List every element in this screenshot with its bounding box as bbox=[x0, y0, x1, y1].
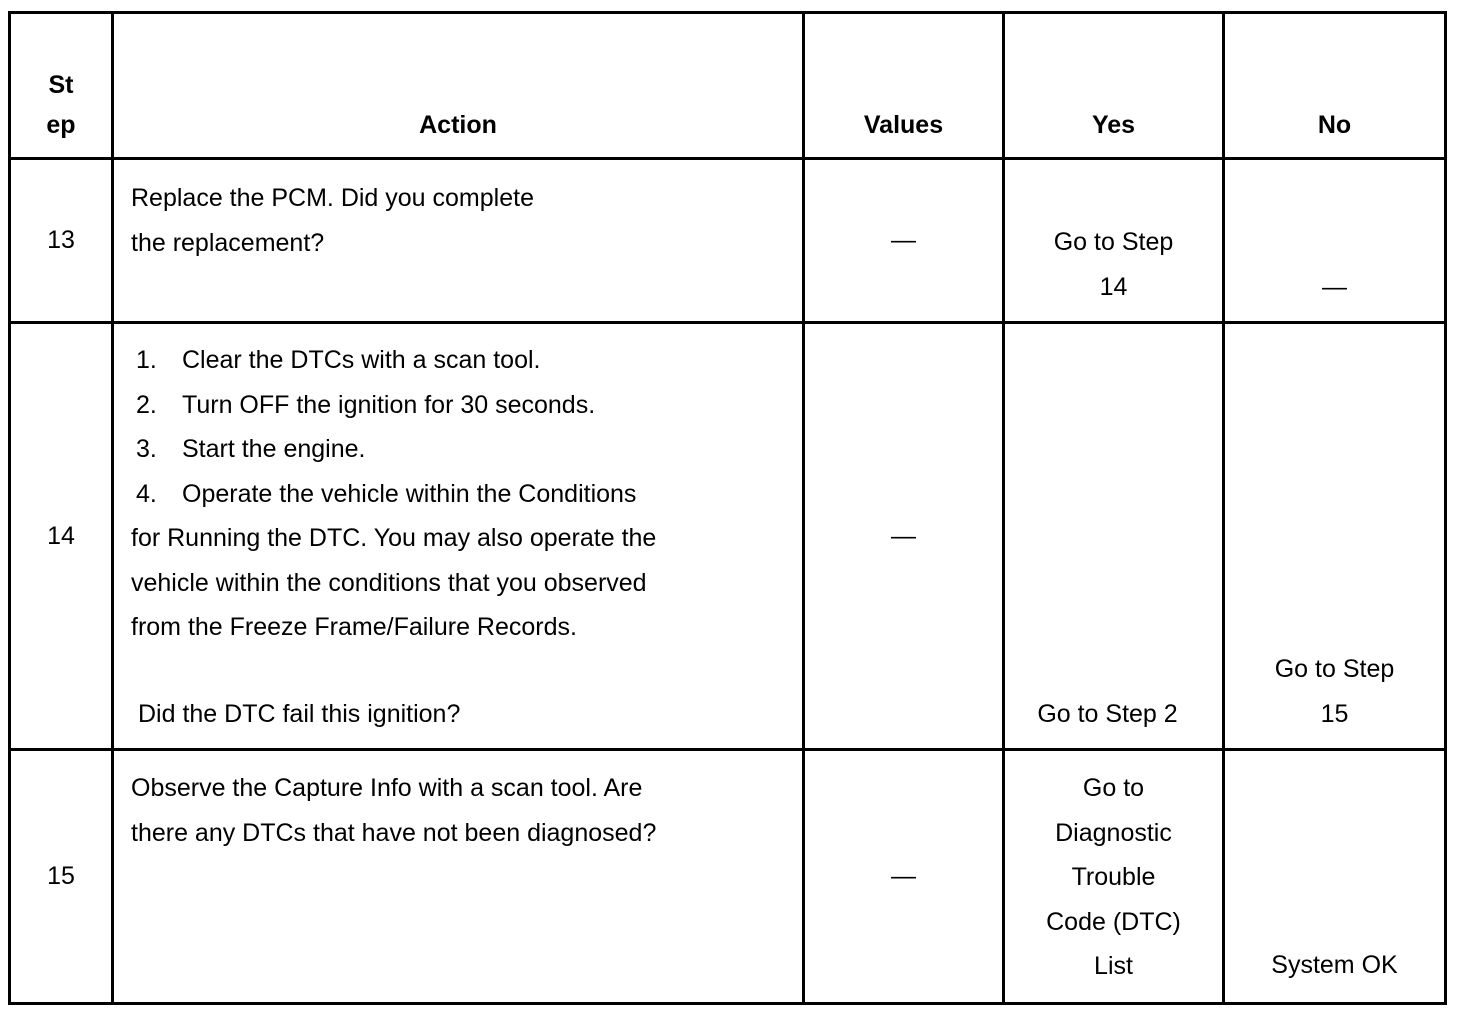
step-cell bbox=[10, 323, 113, 750]
no-cell bbox=[1224, 159, 1446, 323]
list-item bbox=[131, 472, 802, 517]
action-line: there any DTCs that have not been diagnosed? bbox=[131, 818, 657, 847]
action-continuation-line: from the Freeze Frame/Failure Records. bbox=[131, 613, 577, 641]
list-item-text: Clear the DTCs with a scan tool. bbox=[182, 346, 541, 374]
step-number: 13 bbox=[47, 226, 75, 255]
no-cell bbox=[1224, 750, 1446, 1004]
action-line: Replace the PCM. Did you complete bbox=[131, 184, 534, 212]
yes-cell bbox=[1004, 323, 1224, 750]
header-action bbox=[113, 13, 804, 159]
step-number: 15 bbox=[47, 862, 75, 891]
action-cell bbox=[113, 323, 804, 750]
action-continuation-line: for Running the DTC. You may also operate the bbox=[131, 524, 657, 552]
header-no-label: No bbox=[1317, 111, 1352, 139]
values-text: — bbox=[891, 862, 916, 891]
action-continuation-line: vehicle within the conditions that you observed bbox=[131, 568, 647, 597]
header-no bbox=[1224, 13, 1446, 159]
step-cell bbox=[10, 159, 113, 323]
values-cell bbox=[804, 159, 1004, 323]
list-item-number: 1. bbox=[136, 346, 157, 374]
list-item-number: 4. bbox=[136, 479, 157, 508]
table-row bbox=[10, 750, 1446, 1004]
no-line: Go to Step bbox=[1274, 655, 1395, 683]
list-item-text: Operate the vehicle within the Conditions bbox=[182, 479, 637, 508]
no-text: System OK bbox=[1271, 950, 1398, 979]
yes-cell bbox=[1004, 159, 1224, 323]
list-item-number: 3. bbox=[136, 435, 157, 463]
diagnostic-table-container bbox=[8, 11, 1447, 1005]
values-cell bbox=[804, 323, 1004, 750]
list-item-text: Start the engine. bbox=[182, 435, 366, 463]
header-action-label: Action bbox=[419, 111, 497, 139]
table-row bbox=[10, 159, 1446, 323]
list-item bbox=[131, 427, 802, 472]
header-values bbox=[804, 13, 1004, 159]
header-row bbox=[10, 13, 1446, 159]
step-number: 14 bbox=[47, 521, 75, 550]
no-text: — bbox=[1322, 272, 1347, 301]
list-item-number: 2. bbox=[136, 390, 157, 419]
yes-line: List bbox=[1094, 952, 1133, 980]
yes-cell bbox=[1004, 750, 1224, 1004]
yes-line: Trouble bbox=[1071, 863, 1156, 891]
header-step bbox=[10, 13, 113, 159]
yes-line: Go to bbox=[1082, 774, 1145, 802]
list-item bbox=[131, 338, 802, 383]
no-cell bbox=[1224, 323, 1446, 750]
step-cell bbox=[10, 750, 113, 1004]
action-line: Observe the Capture Info with a scan tool. Are bbox=[131, 774, 643, 802]
diagnostic-table bbox=[8, 11, 1447, 1005]
list-item bbox=[131, 383, 802, 428]
yes-line: Go to Step bbox=[1053, 228, 1174, 256]
values-text: — bbox=[891, 521, 916, 550]
yes-line: 14 bbox=[1099, 272, 1128, 301]
header-values-label: Values bbox=[863, 111, 944, 139]
no-line: 15 bbox=[1320, 699, 1349, 728]
yes-line: Code (DTC) bbox=[1046, 907, 1181, 936]
header-step-line1: St bbox=[48, 71, 74, 99]
action-line: the replacement? bbox=[131, 228, 325, 257]
list-item-text: Turn OFF the ignition for 30 seconds. bbox=[182, 390, 596, 419]
action-question: Did the DTC fail this ignition? bbox=[138, 699, 461, 728]
yes-line: Diagnostic bbox=[1055, 818, 1172, 847]
header-step-line2: ep bbox=[46, 111, 76, 139]
header-yes-label: Yes bbox=[1091, 111, 1136, 139]
yes-text: Go to Step 2 bbox=[1037, 699, 1178, 728]
header-yes bbox=[1004, 13, 1224, 159]
action-cell bbox=[113, 159, 804, 323]
values-text: — bbox=[891, 226, 916, 255]
values-cell bbox=[804, 750, 1004, 1004]
table-row bbox=[10, 323, 1446, 750]
action-cell bbox=[113, 750, 804, 1004]
